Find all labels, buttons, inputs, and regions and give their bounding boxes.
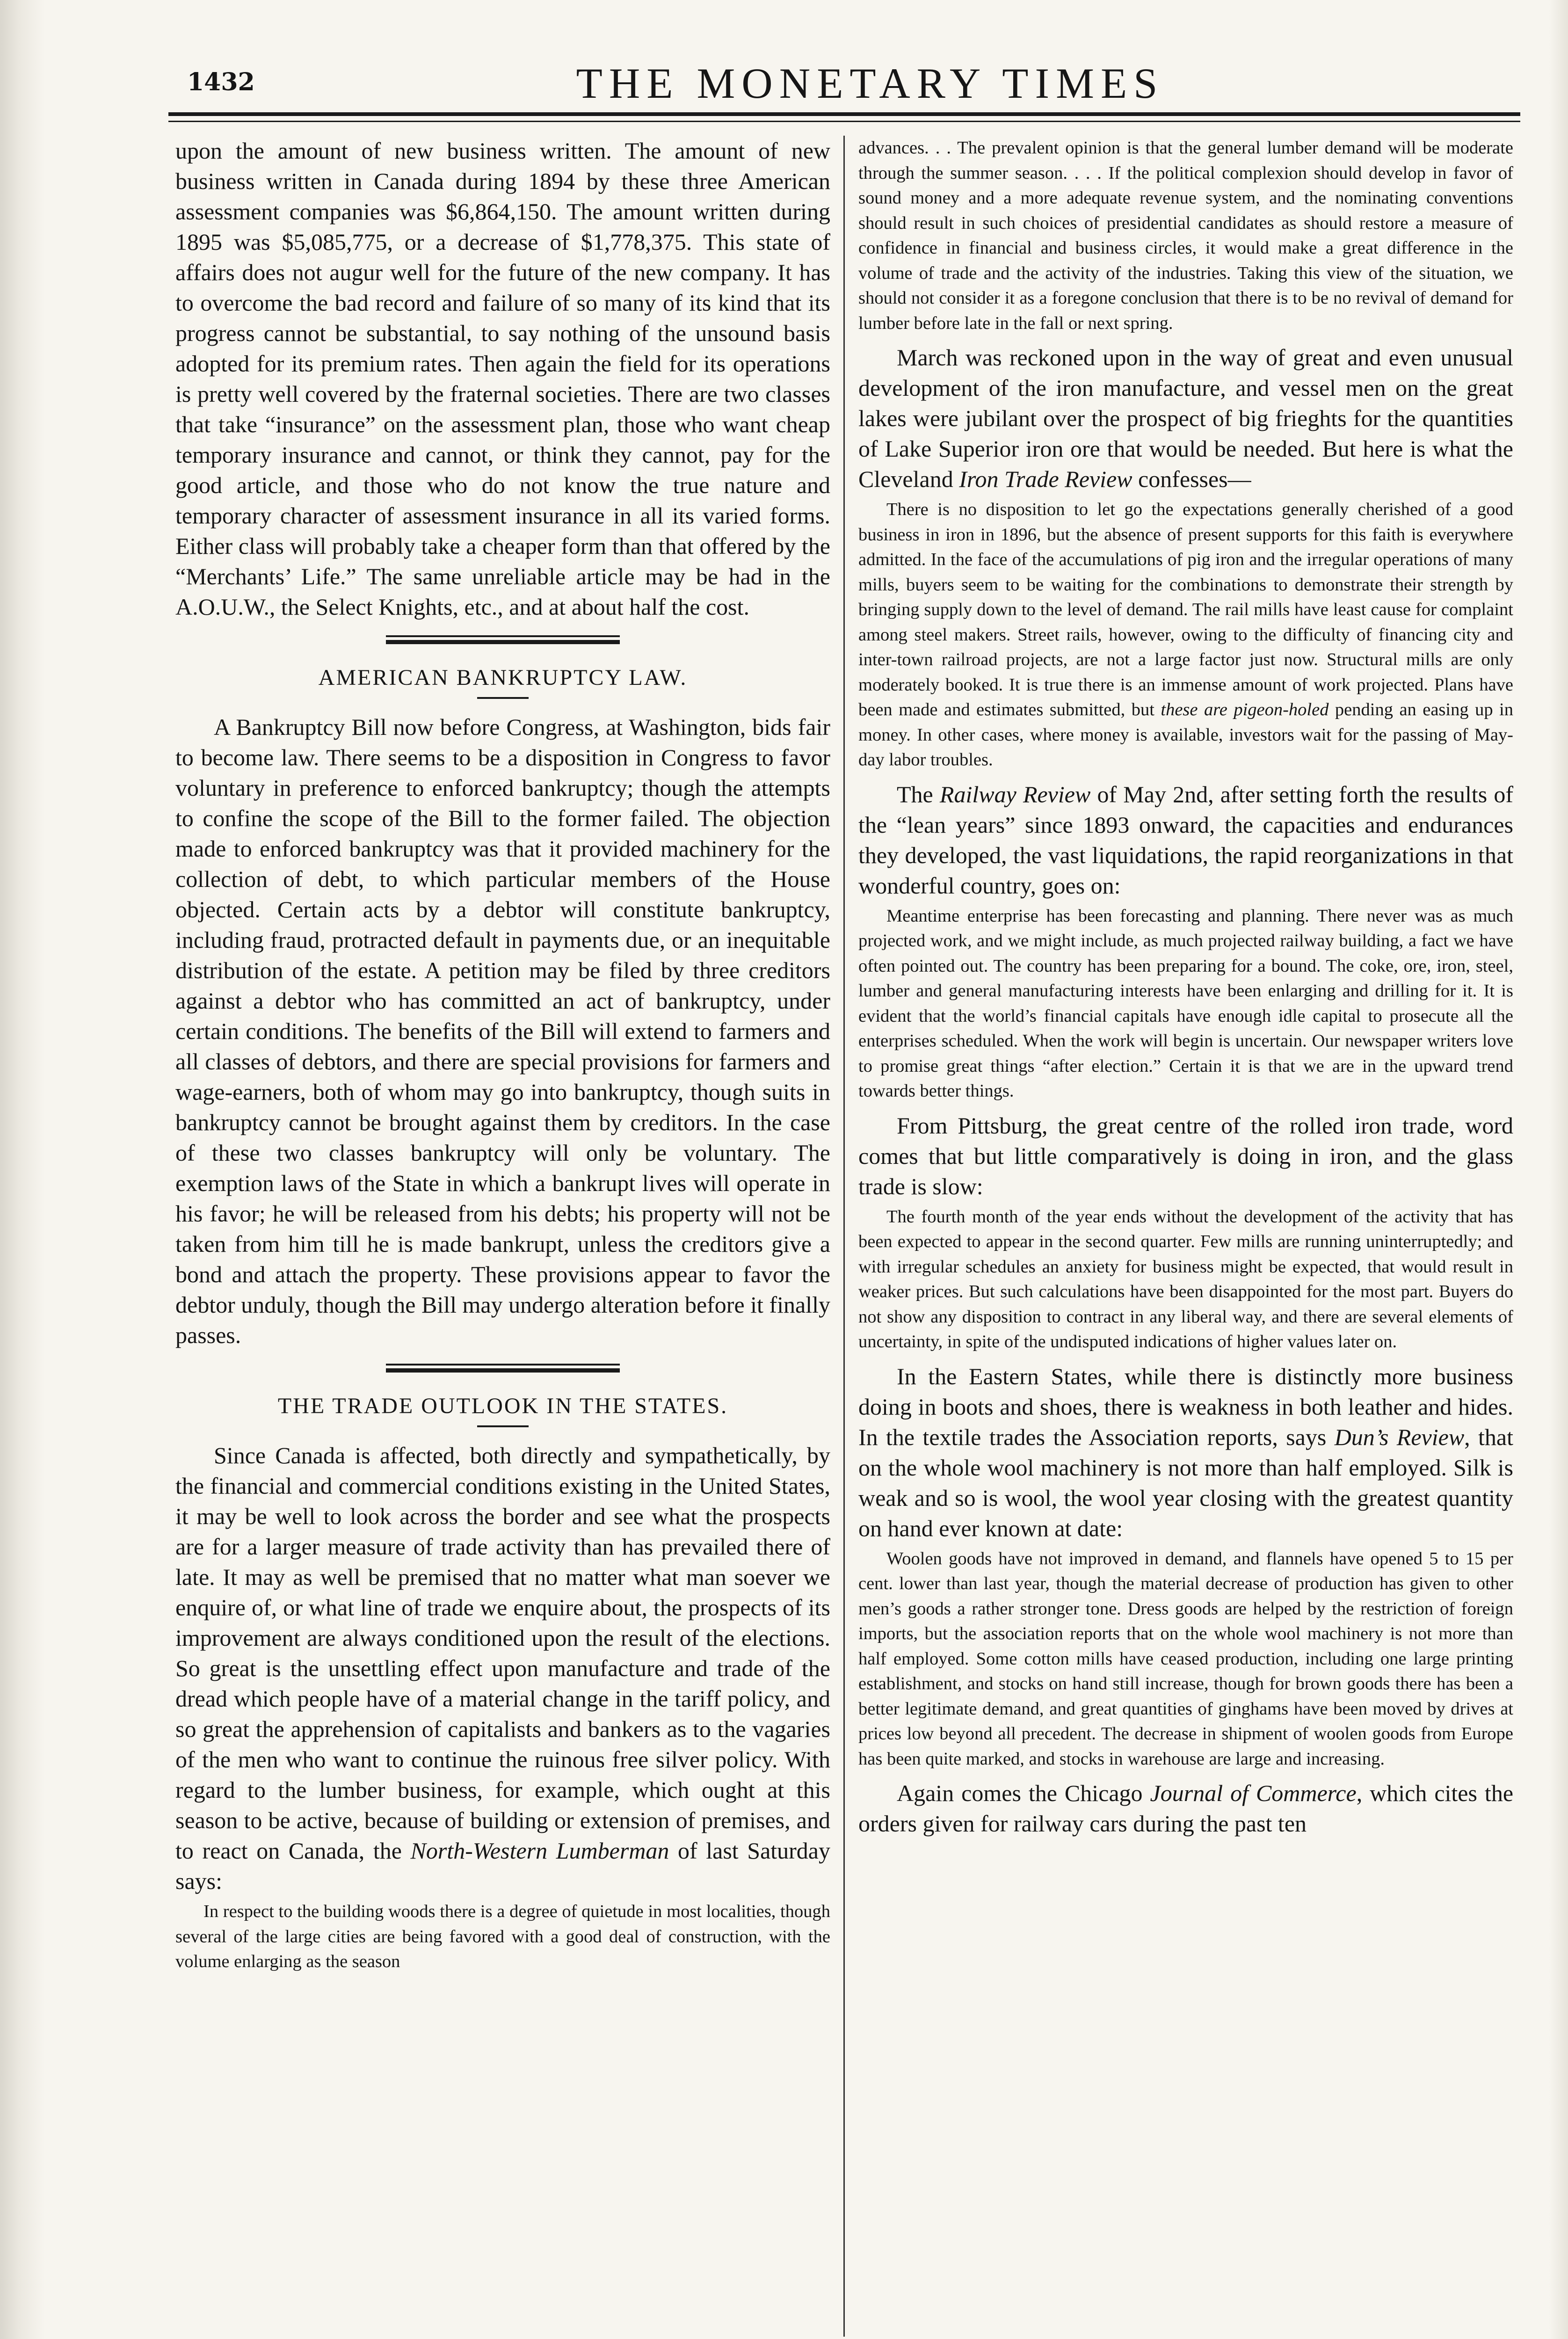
heading-trade-outlook: THE TRADE OUTLOOK IN THE STATES.: [277, 1394, 728, 1418]
heading-underline: [477, 1425, 529, 1427]
heading-underline: [477, 697, 529, 699]
masthead-title: THE MONETARY TIMES: [576, 59, 1164, 107]
right-column: [858, 136, 1513, 2337]
chicago-text-end: , which cites the orders given for railway cars during the past ten: [858, 1780, 1513, 1837]
iron-quote-italic: these are pigeon-holed: [1161, 700, 1329, 719]
iron-quote-text: There is no disposition to let go the expectations generally cherished of a good business in iron in 1896, but the absence of present supports for this faith is everywhere admitted. In the face of the accumulations of pig iron and the irregular operations of many mills, buyers seem to be waiting for the combinations to demonstrate their strength by bringing supply down to the level of demand. The rail mills have least cause for complaint among steel makers. Street rails, however, owing to the difficulty of financing city and inter-town railroad projects, are not a large factor just now. Structural mills are only moderately booked. It is true there is an immense amount of work projected. Plans have been made and estimates submitted, but: [858, 500, 1513, 719]
section-separator: [386, 635, 620, 644]
trade-source-title: North-Western Lumberman: [410, 1838, 669, 1864]
insurance-paragraph: upon the amount of new business written. The amount of new business written in Canada during 1894 by these three American assessment companies was $6,864,150. The amount written during 1895 was $5,085,775, or a decrease of $1,778,375. This state of affairs does not augur well for the future of the new company. It has to overcome the bad record and failure of so many of its kind that its progress cannot be substantial, to say nothing of the unsound basis adopted for its premium rates. Then again the field for its operations is pretty well covered by the fraternal societies. There are two classes that take “insurance” on the assessment plan, those who want cheap temporary insurance and cannot, or think they cannot, pay for the good article, and those who do not know the true nature and temporary character of assessment insurance in all its varied forms. Either class will probably take a cheaper form than that offered by the “Merchants’ Life.” The same unreliable article may be had in the A.O.U.W., the Select Knights, etc., and at about half the cost.: [175, 138, 830, 620]
chicago-text: Again comes the Chicago: [897, 1780, 1150, 1806]
railway-text: The: [897, 781, 940, 807]
left-column: [175, 136, 830, 2337]
railway-source-title: Railway Review: [939, 781, 1091, 807]
iron-trade-quote: [858, 497, 1513, 773]
pittsburg-quote: The fourth month of the year ends without the development of the activity that has been expected to appear in the second quarter. Few mills are running uninterruptedly; and with irregular schedules an anxiety for business might be expected, that would result in weaker prices. But such calculations have been disappointed for the most part. Buyers do not show any disposition to contract in any liberal way, and there are several elements of uncertainty, in spite of the undisputed indications of higher values later on.: [858, 1206, 1513, 1351]
woolen-quote: Woolen goods have not improved in demand, and flannels have opened 5 to 15 per cent. lower than last year, though the material decrease of production has given to other men’s goods a rather stronger tone. Dress goods are helped by the restriction of foreign imports, but the association reports that on the whole wool machinery is not more than half employed. Some cotton mills have ceased production, including one large printing establishment, and stocks on hand still increase, though for brown goods there has been a better legitimate demand, and great quantities of ginghams have been moved by drives at prices low beyond all precedent. The decrease in shipment of woolen goods from Europe has been quite marked, and stocks in warehouse are large and increasing.: [858, 1548, 1513, 1769]
bankruptcy-paragraph: A Bankruptcy Bill now before Congress, at Washington, bids fair to become law. There seems to be a disposition in Congress to favor voluntary in preference to enforced bankruptcy; though the attempts to confine the scope of the Bill to the former failed. The objection made to enforced bankruptcy was that it provided machinery for the collection of debt, to which particular members of the House objected. Certain acts by a debtor will constitute bankruptcy, including fraud, protracted default in payments due, or an inequitable distribution of the estate. A petition may be filed by three creditors against a debtor who has committed an act of bankruptcy, under certain conditions. The benefits of the Bill will extend to farmers and all classes of debtors, and there are special provisions for farmers and wage-earners, both of whom may go into bankruptcy, though suits in bankruptcy cannot be brought against them by creditors. In the case of these two classes bankruptcy will only be voluntary. The exemption laws of the State in which a bankrupt lives will operate in his favor; he will be released from his debts; his property will not be taken from him till he is made bankrupt, unless the creditors give a bond and attach the property. These provisions appear to favor the debtor unduly, though the Bill may undergo alteration before it finally passes.: [175, 714, 830, 1348]
railway-paragraph: [858, 779, 1513, 901]
chicago-source-title: Journal of Commerce: [1150, 1780, 1357, 1806]
eastern-text-end: , that on the whole wool machinery is not more than half employed. Silk is weak and so is wool, the wool year closing with the greatest quantity on hand ever known at date:: [858, 1424, 1513, 1541]
march-source-title: Iron Trade Review: [959, 466, 1132, 492]
lumber-quote: In respect to the building woods there is a degree of quietude in most localities, though several of the large cities are being favored with a good deal of construction, with the volume enlarging as the season: [175, 1902, 830, 1971]
section-separator: [386, 1364, 620, 1373]
page-edge-shadow: [1549, 0, 1568, 2339]
railway-text-end: of May 2nd, after setting forth the results of the “lean years” since 1893 onward, the capacities and endurances they developed, the vast liquidations, the rapid reorganizations in that wonderful country, goes on:: [858, 781, 1513, 899]
march-text: March was reckoned upon in the way of great and even unusual development of the iron manufacture, and vessel men on the great lakes were jubilant over the prospect of big frieghts for the quantities of Lake Superior iron ore that would be needed. But here is what the Cleveland: [858, 344, 1513, 492]
railway-quote: Meantime enterprise has been forecasting and planning. There never was as much projected work, and we might include, as much projected railway building, a fact we have often pointed out. The country has been preparing for a bound. The coke, ore, iron, steel, lumber and general manufacturing interests have been enlarging and drilling for it. It is evident that the world’s financial capitals have enough idle capital to prosecute all the enterprises scheduled. When the work will begin is uncertain. Our newspaper writers love to promise great things “after election.” Certain it is that we are in the upward trend towards better things.: [858, 906, 1513, 1101]
column-divider: [843, 136, 845, 2337]
pittsburg-paragraph: From Pittsburg, the great centre of the rolled iron trade, word comes that but little comparatively is doing in iron, and the glass trade is slow:: [858, 1112, 1513, 1199]
eastern-source-title: Dun’s Review: [1334, 1424, 1465, 1450]
eastern-states-paragraph: [858, 1361, 1513, 1544]
page-header: [0, 0, 1568, 140]
lumber-quote-continued: advances. . . The prevalent opinion is that the general lumber demand will be moderate through the summer season. . . . If the political complexion should develop in favor of sound money and a more adequate revenue system, and the nominating conventions should result in such choices of presidential candidates as should restore a measure of confidence in financial and business circles, it would make a great difference in the volume of trade and the activity of the industries. Taking this view of the situation, we should not consider it as a foregone conclusion that there is to be no revival of demand for lumber before late in the fall or next spring.: [858, 138, 1513, 333]
trade-outlook-paragraph: [175, 1440, 830, 1896]
eastern-text: In the Eastern States, while there is distinctly more business doing in boots and shoes, there is weakness in both leather and hides. In the textile trades the Association reports, says: [858, 1363, 1513, 1450]
march-paragraph: [858, 342, 1513, 494]
chicago-paragraph: [858, 1778, 1513, 1839]
iron-quote-text-end: pending an easing up in money. In other cases, where money is available, investors wait for the passing of May-day labor troubles.: [858, 700, 1513, 770]
header-rule-thin: [168, 121, 1520, 122]
march-text-end: confesses—: [1132, 466, 1251, 492]
trade-text-end: of last Saturday says:: [175, 1838, 830, 1894]
trade-text: Since Canada is affected, both directly and sympathetically, by the financial and commercial conditions existing in the United States, it may be well to look across the border and see what the prospects are for a larger measure of trade activity than has prevailed there of late. It may as well be premised that no matter what man soever we enquire of, or what line of trade we enquire about, the prospects of its improvement are always conditioned upon the result of the elections. So great is the unsettling effect upon manufacture and trade of the dread which people have of a material change in the tariff policy, and so great the apprehension of capitalists and bankers as to the vagaries of the men who want to continue the ruinous free silver policy. With regard to the lumber business, for example, which ought at this season to be active, because of building or extension of premises, and to react on Canada, the: [175, 1442, 830, 1864]
heading-american-bankruptcy-law: AMERICAN BANKRUPTCY LAW.: [318, 665, 688, 690]
page-number: 1432: [187, 68, 255, 96]
page-binding-shadow: [0, 0, 44, 2339]
header-rule-thick: [168, 112, 1520, 116]
